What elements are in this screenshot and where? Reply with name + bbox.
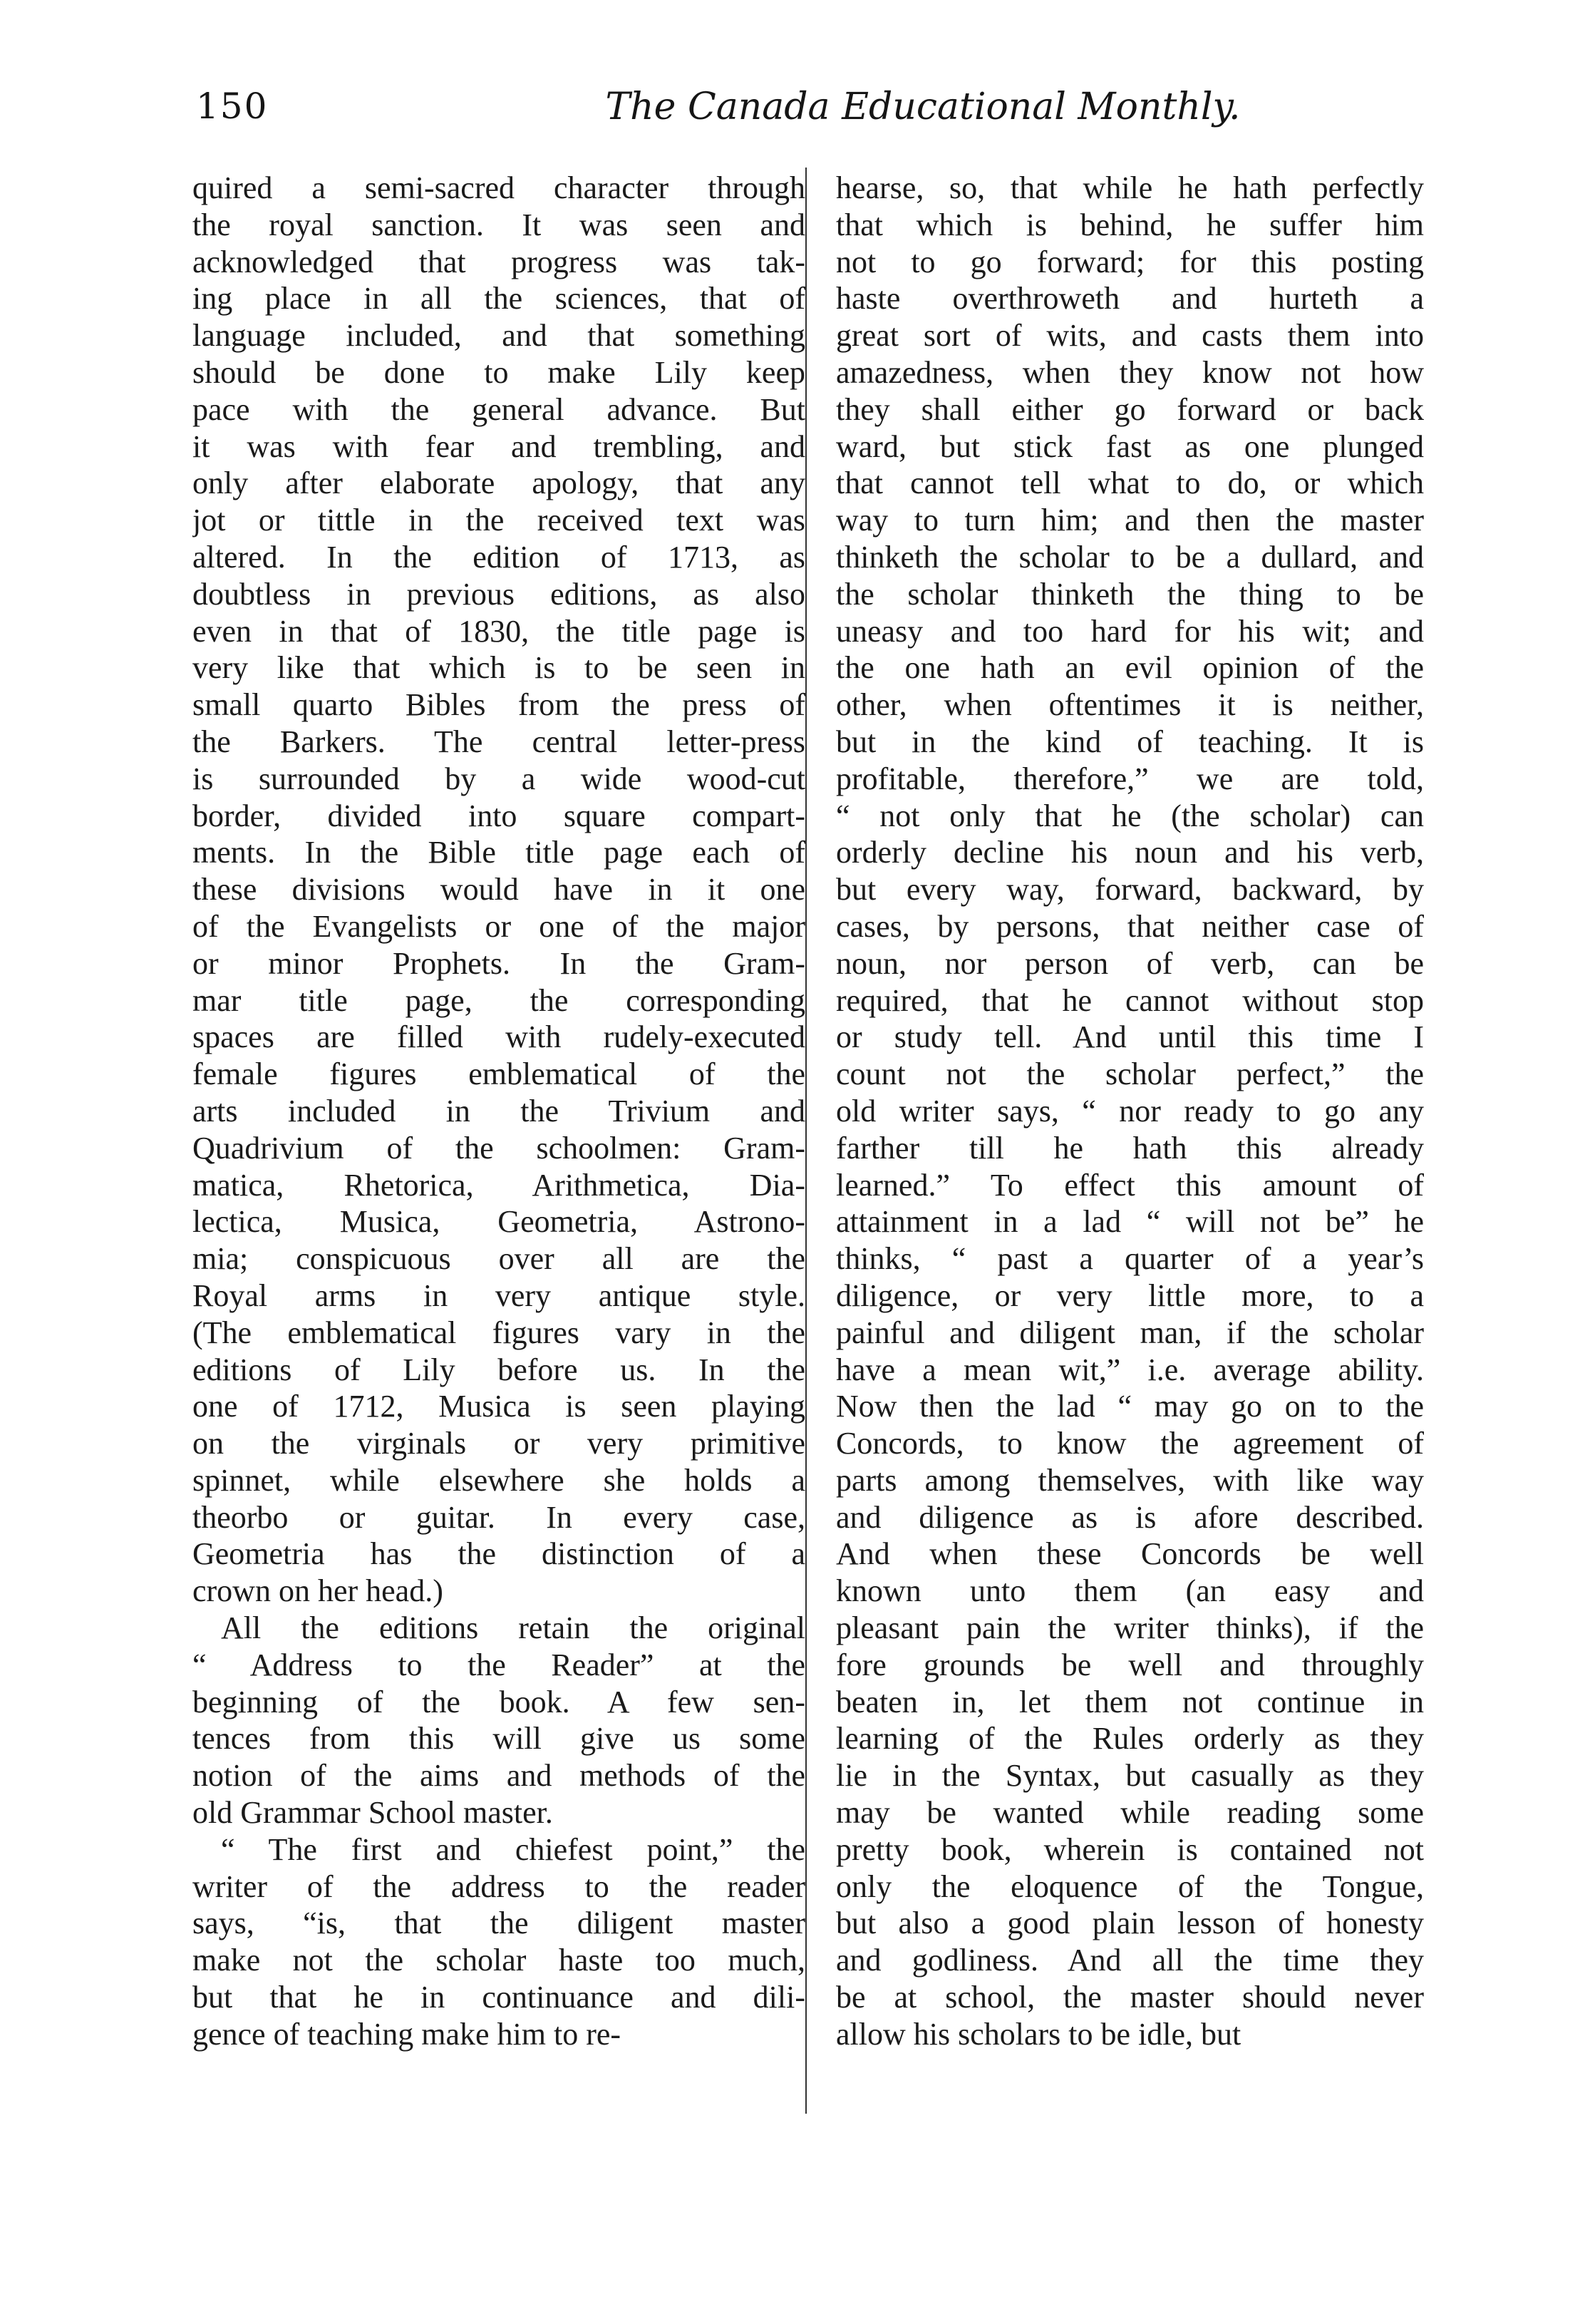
text-line: but in the kind of teaching. It is — [836, 724, 1424, 759]
text-line: the scholar thinketh the thing to be — [836, 576, 1424, 612]
text-line: required, that he cannot without stop — [836, 982, 1424, 1018]
text-line: attainment in a lad “ will not be” he — [836, 1204, 1424, 1240]
text-line: and diligence as is afore described. — [836, 1499, 1424, 1535]
text-line: gence of teaching make him to re- — [192, 2016, 621, 2052]
text-line: profitable, therefore,” we are told, — [836, 761, 1424, 796]
text-line: only the eloquence of the Tongue, — [836, 1868, 1424, 1904]
text-line: ments. In the Bible title page each of — [192, 835, 805, 870]
running-title: The Canada Educational Monthly. — [605, 86, 1241, 128]
text-line: old Grammar School master. — [192, 1795, 553, 1831]
text-line: painful and diligent man, if the scholar — [836, 1315, 1424, 1350]
text-line: language included, and that something — [192, 318, 805, 354]
text-line: only after elaborate apology, that any — [192, 466, 805, 501]
text-line: ing place in all the sciences, that of — [192, 281, 805, 317]
text-line: theorbo or guitar. In every case, — [192, 1499, 805, 1535]
text-line: allow his scholars to be idle, but — [836, 2016, 1241, 2052]
text-line: “ The first and chiefest point,” the — [221, 1831, 805, 1867]
text-line: one of 1712, Musica is seen playing — [192, 1389, 805, 1424]
text-line: may be wanted while reading some — [836, 1795, 1424, 1831]
text-line: says, “is, that the diligent master — [192, 1906, 805, 1941]
text-line: All the editions retain the original — [221, 1610, 805, 1646]
text-line: And when these Concords be well — [836, 1536, 1424, 1572]
text-line: count not the scholar perfect,” the — [836, 1056, 1424, 1092]
text-line: old writer says, “ nor ready to go any — [836, 1093, 1424, 1128]
text-line: Now then the lad “ may go on to the — [836, 1389, 1424, 1424]
text-line: diligence, or very little more, to a — [836, 1277, 1424, 1313]
text-line: the Barkers. The central letter-press — [192, 724, 805, 759]
text-line: spinnet, while elsewhere she holds a — [192, 1462, 805, 1498]
text-line: matica, Rhetorica, Arithmetica, Dia- — [192, 1167, 805, 1203]
text-line: or study tell. And until this time I — [836, 1019, 1424, 1055]
text-line: learning of the Rules orderly as they — [836, 1721, 1424, 1757]
text-line: it was with fear and trembling, and — [192, 428, 805, 464]
text-line: writer of the address to the reader — [192, 1868, 805, 1904]
text-line: arts included in the Trivium and — [192, 1093, 805, 1128]
text-line: (The emblematical figures vary in the — [192, 1315, 805, 1350]
text-line: mia; conspicuous over all are the — [192, 1241, 805, 1277]
text-line: tences from this will give us some — [192, 1721, 805, 1757]
page-header — [196, 86, 1408, 135]
text-line: that which is behind, he suffer him — [836, 207, 1424, 242]
text-line: small quarto Bibles from the press of — [192, 687, 805, 723]
text-line: cases, by persons, that neither case of — [836, 908, 1424, 944]
text-line: way to turn him; and then the master — [836, 503, 1424, 538]
text-line: noun, nor person of verb, can be — [836, 945, 1424, 981]
text-line: parts among themselves, with like way — [836, 1462, 1424, 1498]
text-line: but also a good plain lesson of honesty — [836, 1906, 1424, 1941]
text-line: great sort of wits, and casts them into — [836, 318, 1424, 354]
text-line: amazedness, when they know not how — [836, 354, 1424, 390]
left-column — [192, 170, 805, 2053]
text-line: orderly decline his noun and his verb, — [836, 835, 1424, 870]
column-divider — [805, 168, 807, 2114]
text-line: known unto them (an easy and — [836, 1573, 1424, 1609]
text-line: mar title page, the corresponding — [192, 982, 805, 1018]
text-line: Royal arms in very antique style. — [192, 1277, 805, 1313]
text-line: crown on her head.) — [192, 1573, 443, 1609]
text-line: “ not only that he (the scholar) can — [836, 798, 1424, 833]
text-line: beaten in, let them not continue in — [836, 1684, 1424, 1719]
text-line: notion of the aims and methods of the — [192, 1758, 805, 1794]
text-line: doubtless in previous editions, as also — [192, 576, 805, 612]
text-line: very like that which is to be seen in — [192, 650, 805, 686]
text-line: not to go forward; for this posting — [836, 244, 1424, 279]
text-line: lie in the Syntax, but casually as they — [836, 1758, 1424, 1794]
text-line: be at school, the master should never — [836, 1980, 1424, 2015]
text-line: the one hath an evil opinion of the — [836, 650, 1424, 686]
text-line: but that he in continuance and dili- — [192, 1980, 805, 2015]
text-line: the royal sanction. It was seen and — [192, 207, 805, 242]
text-line: these divisions would have in it one — [192, 872, 805, 908]
page-number: 150 — [196, 86, 269, 127]
text-line: but every way, forward, backward, by — [836, 872, 1424, 908]
text-line: pleasant pain the writer thinks), if the — [836, 1610, 1424, 1646]
text-line: beginning of the book. A few sen- — [192, 1684, 805, 1719]
text-line: acknowledged that progress was tak- — [192, 244, 805, 279]
text-line: or minor Prophets. In the Gram- — [192, 945, 805, 981]
text-line: “ Address to the Reader” at the — [192, 1647, 805, 1682]
text-line: fore grounds be well and throughly — [836, 1647, 1424, 1682]
text-line: altered. In the edition of 1713, as — [192, 539, 805, 575]
text-line: have a mean wit,” i.e. average ability. — [836, 1352, 1424, 1387]
text-line: female figures emblematical of the — [192, 1056, 805, 1092]
text-line: that cannot tell what to do, or which — [836, 466, 1424, 501]
text-line: jot or tittle in the received text was — [192, 503, 805, 538]
text-line: thinketh the scholar to be a dullard, and — [836, 539, 1424, 575]
text-line: spaces are filled with rudely-executed — [192, 1019, 805, 1055]
text-line: make not the scholar haste too much, — [192, 1943, 805, 1978]
text-line: learned.” To effect this amount of — [836, 1167, 1424, 1203]
text-line: border, divided into square compart- — [192, 798, 805, 833]
text-line: hearse, so, that while he hath perfectly — [836, 170, 1424, 205]
text-line: pretty book, wherein is contained not — [836, 1831, 1424, 1867]
text-line: farther till he hath this already — [836, 1130, 1424, 1166]
text-line: quired a semi-sacred character through — [192, 170, 805, 205]
text-line: ward, but stick fast as one plunged — [836, 428, 1424, 464]
text-line: Concords, to know the agreement of — [836, 1426, 1424, 1461]
text-line: of the Evangelists or one of the major — [192, 908, 805, 944]
text-line: Quadrivium of the schoolmen: Gram- — [192, 1130, 805, 1166]
text-line: is surrounded by a wide wood-cut — [192, 761, 805, 796]
text-line: lectica, Musica, Geometria, Astrono- — [192, 1204, 805, 1240]
right-column — [836, 170, 1424, 2053]
text-line: haste overthroweth and hurteth a — [836, 281, 1424, 317]
text-line: thinks, “ past a quarter of a year’s — [836, 1241, 1424, 1277]
text-line: they shall either go forward or back — [836, 391, 1424, 427]
text-line: pace with the general advance. But — [192, 391, 805, 427]
text-line: uneasy and too hard for his wit; and — [836, 613, 1424, 649]
text-line: and godliness. And all the time they — [836, 1943, 1424, 1978]
text-line: should be done to make Lily keep — [192, 354, 805, 390]
text-line: even in that of 1830, the title page is — [192, 613, 805, 649]
text-line: editions of Lily before us. In the — [192, 1352, 805, 1387]
text-line: Geometria has the distinction of a — [192, 1536, 805, 1572]
text-line: on the virginals or very primitive — [192, 1426, 805, 1461]
text-line: other, when oftentimes it is neither, — [836, 687, 1424, 723]
